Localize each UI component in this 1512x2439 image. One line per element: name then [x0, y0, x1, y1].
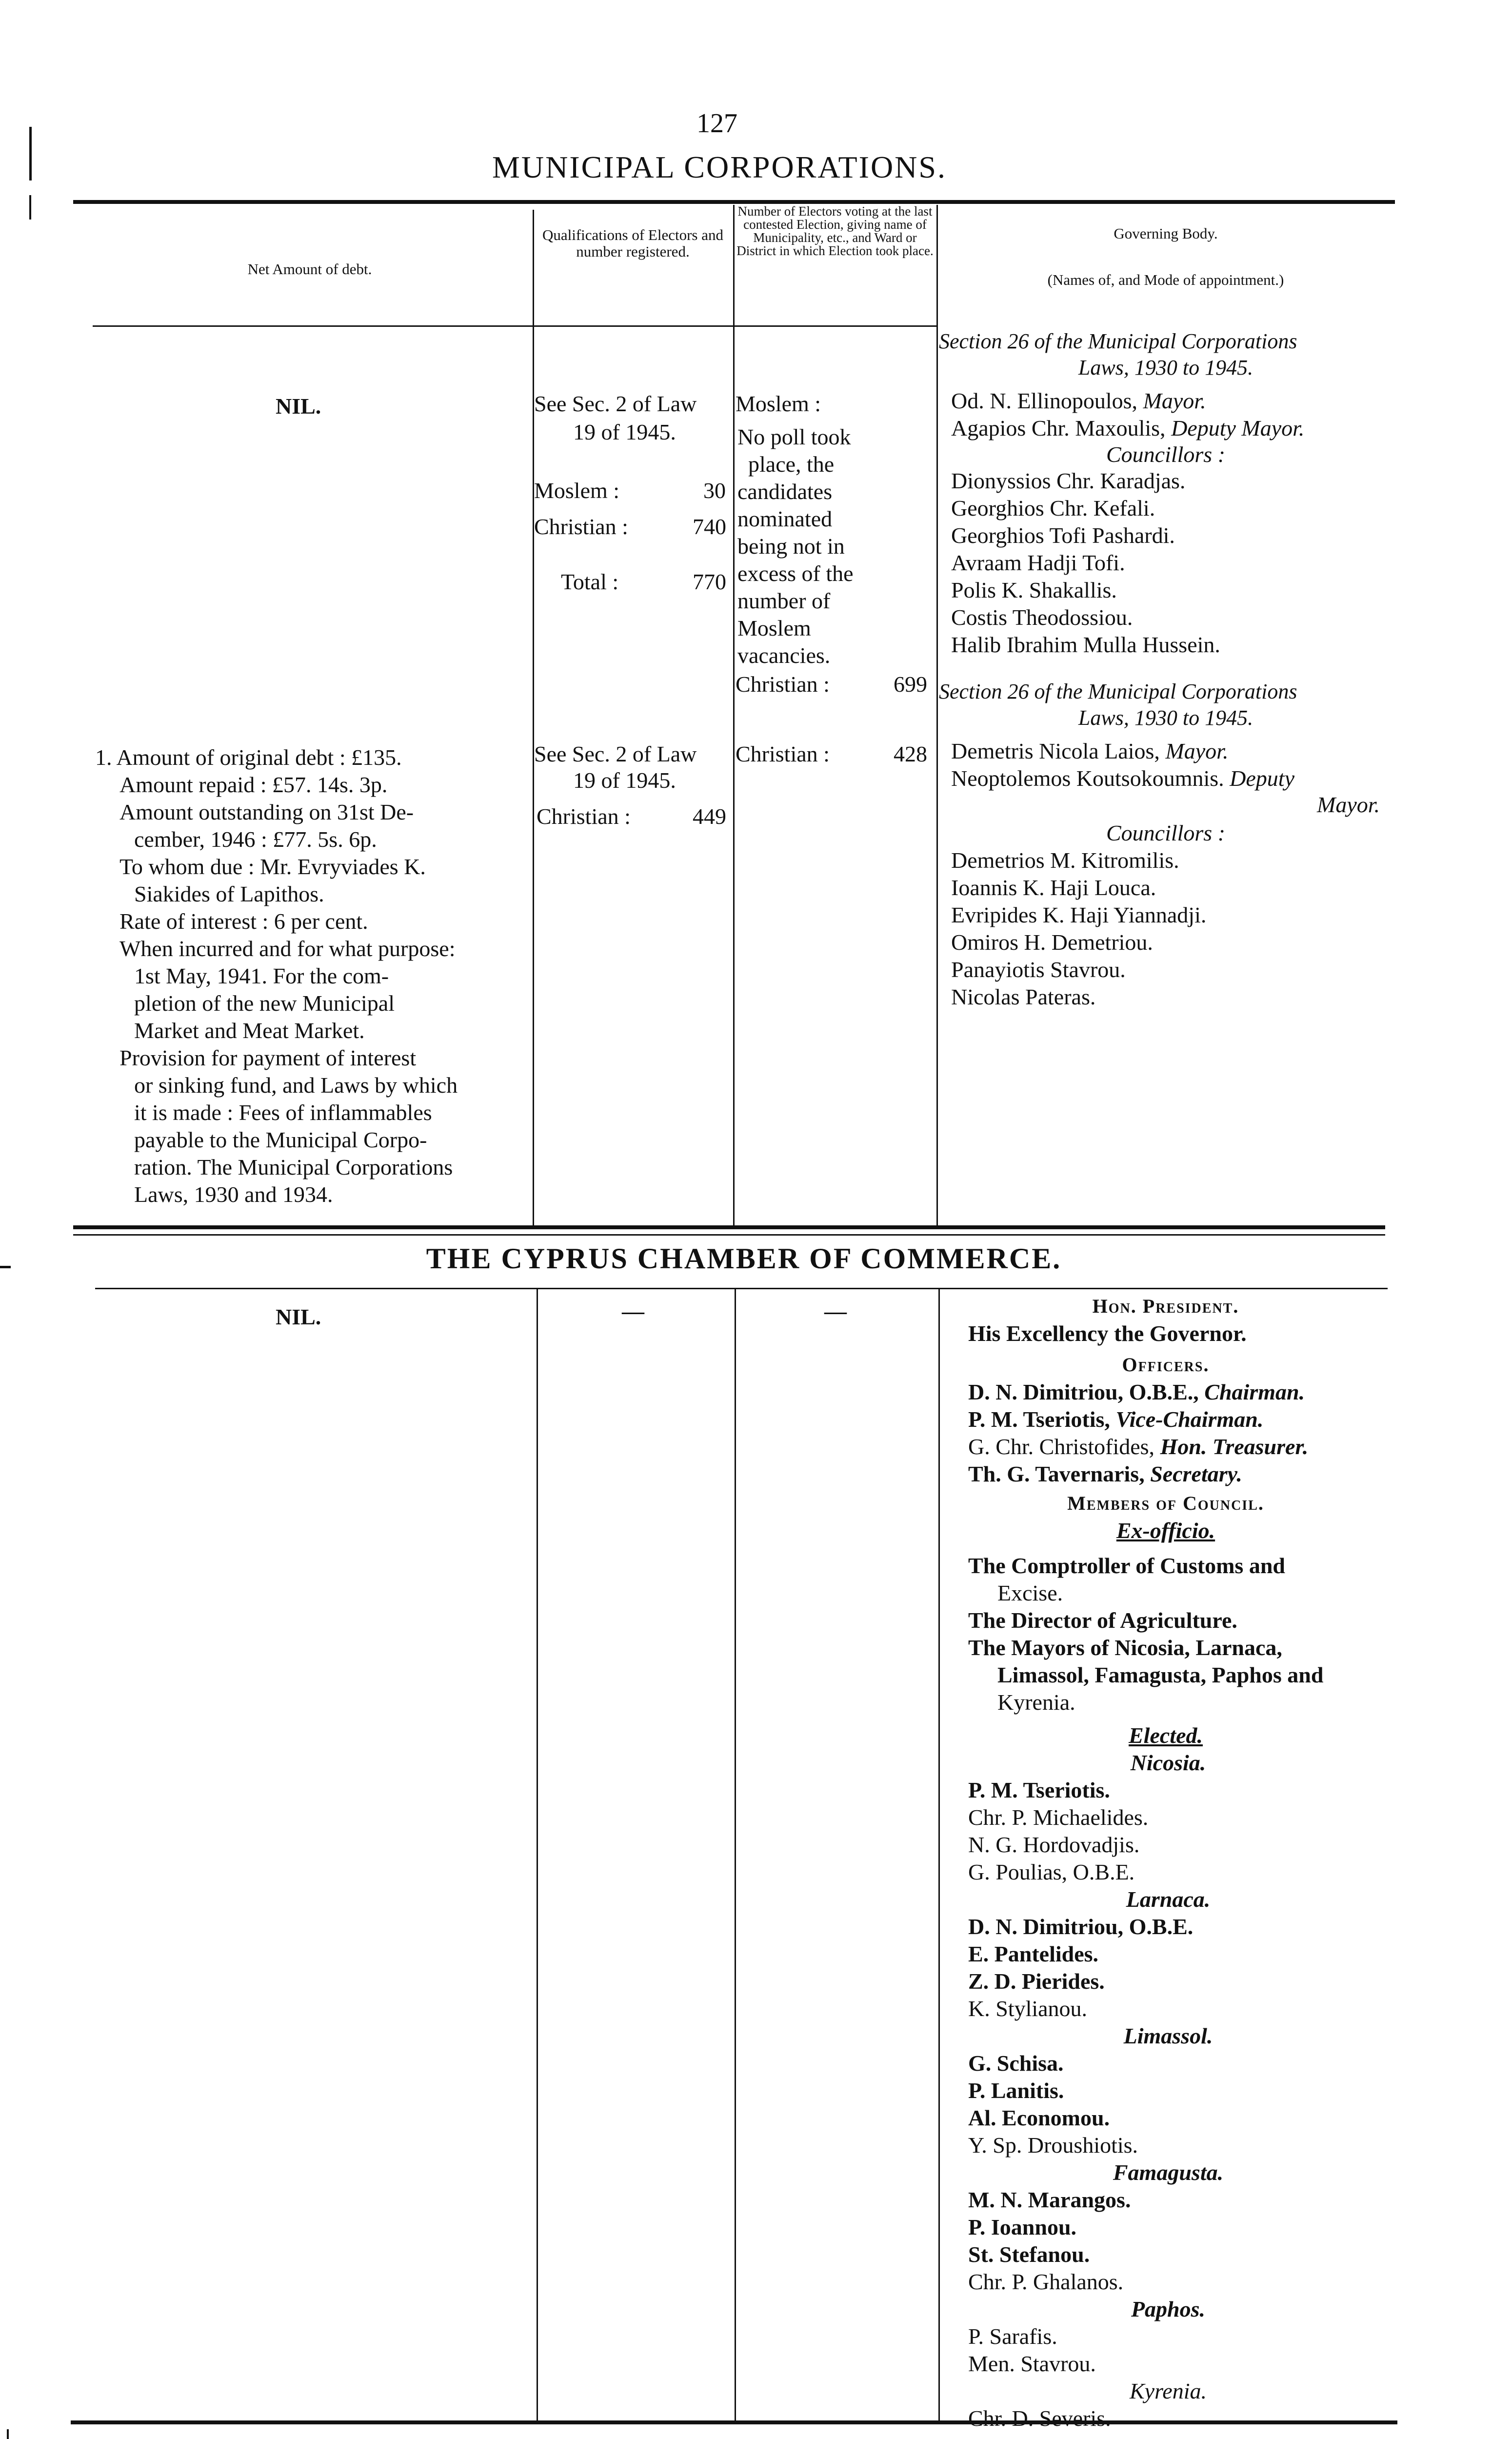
elected-member: P. Sarafis.: [968, 2324, 1057, 2349]
row1-christian-value: 740: [693, 514, 726, 539]
page-number: 127: [696, 108, 737, 139]
officers-list: [968, 1379, 1308, 1488]
officer-name: G. Chr. Christofides,: [968, 1434, 1155, 1459]
margin-mark: [7, 2429, 9, 2439]
column-divider-4: [537, 1288, 538, 2424]
section-rule-thin: [73, 1234, 1385, 1236]
row2-elect-christian-label: Christian :: [736, 741, 830, 766]
members-heading: Members of Council.: [1067, 1492, 1264, 1514]
column-divider-5: [735, 1288, 736, 2424]
row2-debt-details: [95, 744, 458, 1208]
councillor-name: Ioannis K. Haji Louca.: [951, 875, 1156, 900]
row1-councillor-list: [951, 467, 1220, 659]
ex-officio-line: Kyrenia.: [997, 1690, 1075, 1715]
row1-deputy-name: Agapios Chr. Maxoulis,: [951, 416, 1166, 440]
row1-christian-label: Christian :: [534, 514, 628, 539]
column-divider-1: [533, 210, 534, 1227]
header-rule: [93, 325, 936, 327]
ex-officio-line: Limassol, Famagusta, Paphos and: [997, 1662, 1324, 1687]
header-qualifications: Qualifications of Electors and number registered.: [542, 226, 724, 260]
row2-mayor-role: Mayor.: [1165, 739, 1229, 763]
row2-section-1: Section 26 of the Municipal Corporations: [939, 680, 1297, 703]
row1-total-label: Total :: [561, 569, 619, 594]
town-heading: Larnaca.: [1126, 1887, 1211, 1912]
councillor-name: Panayiotis Stavrou.: [951, 957, 1126, 982]
elected-member: Y. Sp. Droushiotis.: [968, 2133, 1138, 2158]
row1-section-2: Laws, 1930 to 1945.: [1078, 356, 1253, 380]
debt-line: Laws, 1930 and 1934.: [134, 1182, 333, 1207]
row1-elect-line: place, the: [748, 452, 835, 477]
chamber-rule: [95, 1288, 1388, 1289]
debt-line: 1. Amount of original debt : £135.: [95, 745, 402, 770]
chamber-debt: NIL.: [276, 1304, 321, 1329]
officer-role: Secretary.: [1150, 1461, 1242, 1486]
officer-role: Chairman.: [1204, 1379, 1305, 1404]
header-electors: Number of Electors voting at the last contested Election, giving name of Municipality, etc., and Ward or District in which Election took place.: [736, 204, 934, 258]
header-debt: Net Amount of debt.: [247, 260, 372, 278]
row1-elect-christian-label: Christian :: [736, 672, 830, 697]
row1-deputy-role: Deputy Mayor.: [1171, 416, 1305, 440]
councillor-name: Nicolas Pateras.: [951, 984, 1096, 1009]
elected-member: E. Pantelides.: [968, 1941, 1099, 1966]
chamber-title: THE CYPRUS CHAMBER OF COMMERCE.: [426, 1242, 1062, 1275]
elected-member: Men. Stavrou.: [968, 2351, 1096, 2376]
officer-row: [968, 1379, 1308, 1406]
town-heading: Nicosia.: [1130, 1750, 1206, 1775]
elected-member: Chr. P. Michaelides.: [968, 1805, 1149, 1830]
row2-elect-christian-value: 428: [894, 741, 927, 766]
row1-section-1: Section 26 of the Municipal Corporations: [939, 329, 1297, 353]
town-heading: Paphos.: [1131, 2297, 1206, 2321]
debt-line: Provision for payment of interest: [119, 1045, 417, 1070]
row1-elect-line: number of: [737, 588, 831, 613]
elected-member: N. G. Hordovadjis.: [968, 1832, 1140, 1857]
debt-line: Amount outstanding on 31st De-: [119, 800, 414, 824]
officer-name: Th. G. Tavernaris,: [968, 1461, 1145, 1486]
town-heading: Kyrenia.: [1130, 2379, 1207, 2403]
town-heading: Limassol.: [1123, 2023, 1213, 2048]
chamber-elect-dash: —: [824, 1299, 847, 1323]
officer-name: D. N. Dimitriou, O.B.E.,: [968, 1379, 1199, 1404]
officer-row: [968, 1460, 1308, 1488]
debt-line: cember, 1946 : £77. 5s. 6p.: [134, 827, 377, 852]
row1-elect-line: candidates: [737, 479, 833, 504]
debt-line: When incurred and for what purpose:: [119, 936, 456, 961]
margin-mark: [29, 195, 31, 220]
elected-member: P. Ioannou.: [968, 2215, 1077, 2239]
councillor-name: Omiros H. Demetriou.: [951, 930, 1153, 955]
column-divider-6: [938, 1288, 940, 2424]
debt-line: Siakides of Lapithos.: [134, 881, 324, 906]
row1-councillors-heading: Councillors :: [1106, 442, 1226, 467]
row1-elect-note: [737, 423, 933, 669]
officers-heading: Officers.: [1122, 1354, 1210, 1376]
row2-qual-law-2: 19 of 1945.: [573, 768, 676, 793]
row2-section-2: Laws, 1930 to 1945.: [1078, 706, 1253, 730]
officer-row: [968, 1433, 1308, 1460]
row1-elect-line: Moslem: [737, 616, 811, 640]
column-divider-2: [733, 205, 735, 1227]
elected-heading: Elected.: [1129, 1723, 1203, 1748]
page-title: MUNICIPAL CORPORATIONS.: [492, 150, 947, 184]
row2-deputy: [951, 765, 1294, 792]
row1-elect-christian-value: 699: [894, 672, 927, 697]
row1-elect-line: excess of the: [737, 561, 854, 586]
elected-member: Chr. D. Severis.: [968, 2406, 1111, 2431]
elected-member: M. N. Marangos.: [968, 2187, 1131, 2212]
row1-elect-line: No poll took: [737, 424, 851, 449]
row1-elect-line: vacancies.: [737, 643, 831, 668]
hon-president-heading: Hon. President.: [1092, 1295, 1239, 1317]
elected-member: Al. Economou.: [968, 2105, 1110, 2130]
hon-president: His Excellency the Governor.: [968, 1321, 1247, 1346]
councillor-name: Dionyssios Chr. Karadjas.: [951, 468, 1186, 493]
debt-line: To whom due : Mr. Evryviades K.: [119, 854, 426, 879]
debt-line: it is made : Fees of inflammables: [134, 1100, 432, 1125]
row1-mayor-name: Od. N. Ellinopoulos,: [951, 388, 1138, 413]
row2-councillor-list: [951, 847, 1206, 1011]
row1-elect-moslem: Moslem :: [736, 391, 821, 416]
header-governing-sub: (Names of, and Mode of appointment.): [1047, 271, 1284, 288]
elected-member: P. M. Tseriotis.: [968, 1778, 1110, 1802]
debt-line: or sinking fund, and Laws by which: [134, 1073, 458, 1098]
row2-councillors-heading: Councillors :: [1106, 820, 1226, 845]
row1-deputy: [951, 415, 1304, 442]
row1-debt: NIL.: [276, 394, 321, 419]
row1-qual-law-2: 19 of 1945.: [573, 420, 676, 444]
elected-groups: [968, 1749, 1388, 2432]
officer-name: P. M. Tseriotis,: [968, 1407, 1110, 1432]
row2-deputy-role-2: Mayor.: [1317, 792, 1380, 817]
row2-christian-label: Christian :: [537, 804, 631, 829]
councillor-name: Costis Theodossiou.: [951, 605, 1133, 630]
row1-elect-line: nominated: [737, 506, 833, 531]
officer-row: [968, 1406, 1308, 1433]
elected-member: Z. D. Pierides.: [968, 1969, 1105, 1994]
row1-total-value: 770: [693, 569, 726, 594]
elected-member: P. Lanitis.: [968, 2078, 1064, 2103]
ex-officio-heading: Ex-officio.: [1116, 1518, 1215, 1543]
row2-deputy-name: Neoptolemos Koutsokoumnis.: [951, 766, 1224, 791]
section-rule-thick: [73, 1225, 1385, 1229]
row1-qual-law-1: See Sec. 2 of Law: [534, 391, 697, 416]
row1-mayor-role: Mayor.: [1143, 388, 1206, 413]
ex-officio-list: [968, 1552, 1323, 1716]
header-governing-title: Governing Body.: [1114, 225, 1218, 242]
elected-member: G. Poulias, O.B.E.: [968, 1859, 1135, 1884]
elected-member: G. Schisa.: [968, 2051, 1064, 2076]
councillor-name: Georghios Tofi Pashardi.: [951, 523, 1175, 548]
margin-mark: [29, 127, 32, 180]
row2-mayor: [951, 738, 1228, 765]
debt-line: payable to the Municipal Corpo-: [134, 1127, 427, 1152]
row1-mayor: [951, 387, 1206, 415]
ex-officio-line: The Mayors of Nicosia, Larnaca,: [968, 1635, 1282, 1660]
debt-line: 1st May, 1941. For the com-: [134, 963, 389, 988]
margin-mark: [0, 1266, 11, 1268]
column-divider-3: [936, 205, 938, 1227]
councillor-name: Polis K. Shakallis.: [951, 578, 1117, 602]
debt-line: ration. The Municipal Corporations: [134, 1155, 453, 1180]
row2-qual-law-1: See Sec. 2 of Law: [534, 741, 697, 766]
debt-line: Market and Meat Market.: [134, 1018, 365, 1043]
town-heading: Famagusta.: [1113, 2160, 1224, 2185]
row2-mayor-name: Demetris Nicola Laios,: [951, 739, 1160, 763]
ex-officio-line: Excise.: [997, 1580, 1063, 1605]
row2-christian-value: 449: [693, 804, 726, 829]
row1-elect-line: being not in: [737, 534, 845, 559]
councillor-name: Halib Ibrahim Mulla Hussein.: [951, 632, 1220, 657]
row1-moslem-value: 30: [703, 478, 726, 503]
elected-member: Chr. P. Ghalanos.: [968, 2269, 1124, 2294]
councillor-name: Avraam Hadji Tofi.: [951, 550, 1125, 575]
row2-deputy-role-1: Deputy: [1230, 766, 1295, 791]
ex-officio-line: The Director of Agriculture.: [968, 1608, 1237, 1633]
debt-line: Rate of interest : 6 per cent.: [119, 909, 368, 934]
councillor-name: Evripides K. Haji Yiannadji.: [951, 902, 1207, 927]
row1-moslem-label: Moslem :: [534, 478, 620, 503]
ex-officio-line: The Comptroller of Customs and: [968, 1553, 1285, 1578]
elected-member: St. Stefanou.: [968, 2242, 1090, 2267]
elected-member: D. N. Dimitriou, O.B.E.: [968, 1914, 1194, 1939]
table-top-rule: [73, 200, 1395, 204]
officer-role: Hon. Treasurer.: [1160, 1434, 1309, 1459]
elected-member: K. Stylianou.: [968, 1996, 1088, 2021]
debt-line: pletion of the new Municipal: [134, 991, 395, 1016]
councillor-name: Demetrios M. Kitromilis.: [951, 848, 1179, 873]
officer-role: Vice-Chairman.: [1115, 1407, 1264, 1432]
councillor-name: Georghios Chr. Kefali.: [951, 496, 1155, 520]
debt-line: Amount repaid : £57. 14s. 3p.: [119, 772, 388, 797]
chamber-qual-dash: —: [622, 1299, 644, 1323]
